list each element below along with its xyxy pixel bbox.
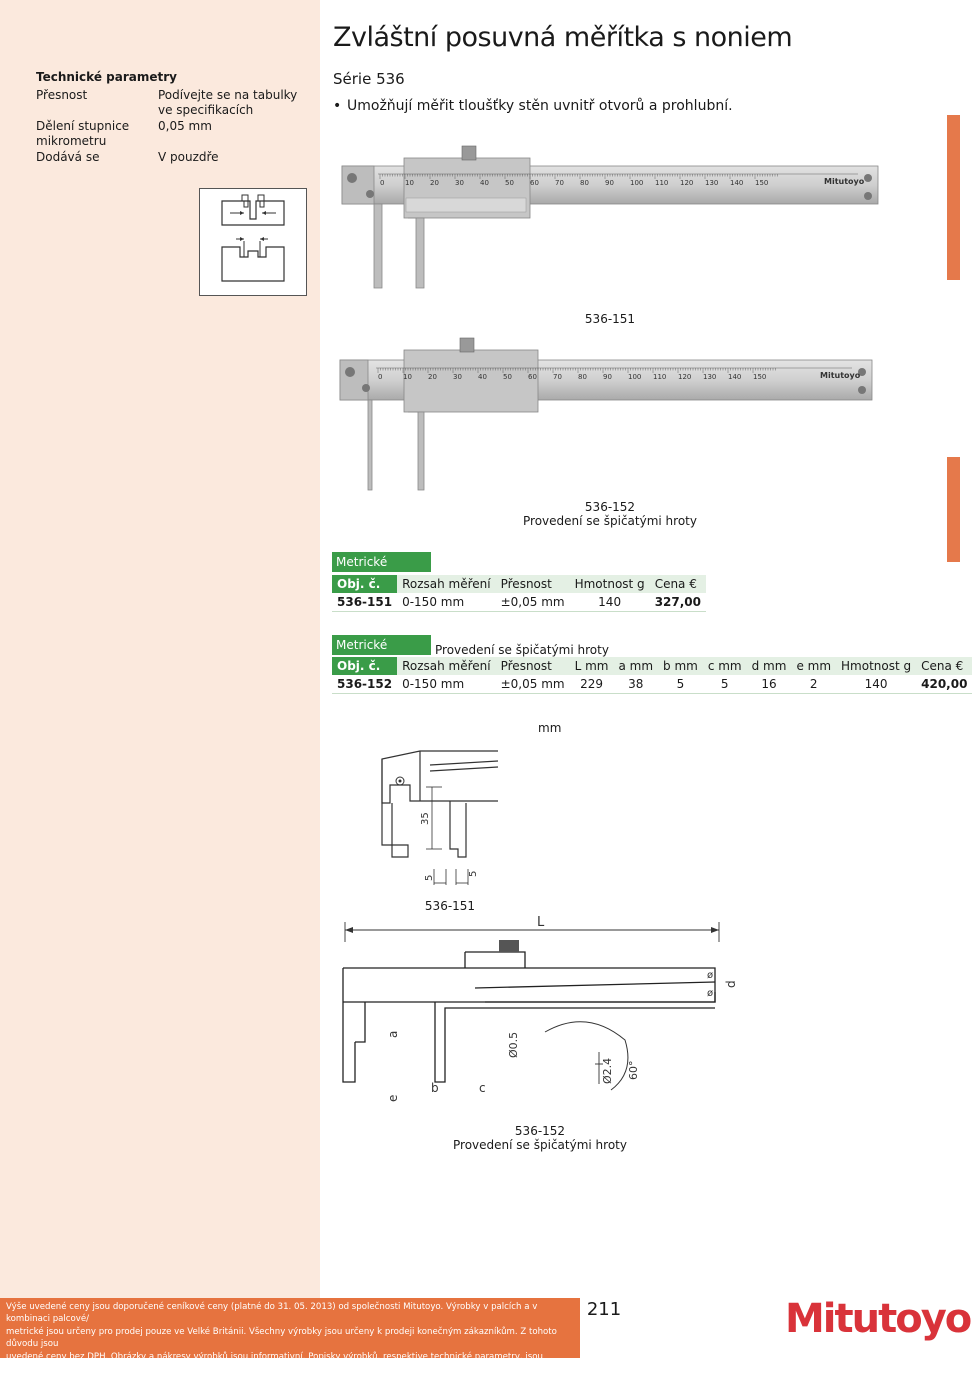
diagram2-caption xyxy=(440,1124,640,1152)
scale-number: 10 xyxy=(405,179,414,187)
tech-params-heading: Technické parametry xyxy=(36,70,177,84)
dimension-diagram-536-151 xyxy=(370,745,505,895)
scale-number: 130 xyxy=(703,373,717,381)
diagram-unit-label: mm xyxy=(538,721,562,735)
col-header: Cena € xyxy=(650,575,706,593)
dim-d-label: d xyxy=(724,980,738,988)
cell: ±0,05 mm xyxy=(496,675,570,694)
footer-line: Výše uvedené ceny jsou doporučené ceníkové ceny (platné do 31. 05. 2013) od společnosti Mitutoyo. Výrobky v palcích a v kombinaci palcové/ xyxy=(6,1302,538,1325)
dim-L-label: L xyxy=(537,915,545,930)
scale-number: 30 xyxy=(455,179,464,187)
scale-number: 90 xyxy=(605,179,614,187)
cell: 16 xyxy=(747,675,792,694)
cell: 5 xyxy=(703,675,747,694)
cell: 140 xyxy=(570,593,650,612)
scale-number: 40 xyxy=(478,373,487,381)
footer-disclaimer xyxy=(0,1298,580,1387)
scale-number: 120 xyxy=(678,373,692,381)
scale-number: 130 xyxy=(705,179,719,187)
side-tab xyxy=(947,457,960,562)
cell: 38 xyxy=(613,675,658,694)
svg-text:ø: ø xyxy=(707,988,714,999)
metric-tag: Metrické xyxy=(332,552,431,572)
table-row xyxy=(332,675,972,694)
tech-params xyxy=(36,70,306,166)
scale-number: 50 xyxy=(503,373,512,381)
scale-number: 50 xyxy=(505,179,514,187)
scale-number: 0 xyxy=(380,179,385,187)
scale-number: 80 xyxy=(580,179,589,187)
col-header: Přesnost xyxy=(496,657,570,675)
param-label: Přesnost xyxy=(36,88,88,102)
cell: 2 xyxy=(791,675,836,694)
photo2-caption xyxy=(500,500,720,528)
footer-line: uvedené ceny bez DPH. Obrázky a nákresy výrobků jsou informativní. Popisky výrobků, respektive technické parametry, jsou závazné pouze xyxy=(6,1351,543,1375)
jaw-sketch-svg xyxy=(200,189,306,295)
scale-number: 110 xyxy=(655,179,669,187)
page-title: Zvláštní posuvná měřítka s noniem xyxy=(333,22,793,53)
col-header: b mm xyxy=(658,657,703,675)
diagram1-caption: 536-151 xyxy=(424,899,476,913)
dim-c-label: c xyxy=(479,1081,486,1095)
param-row xyxy=(36,88,306,118)
col-header: Obj. č. xyxy=(332,575,397,593)
scale-number: 60 xyxy=(530,179,539,187)
col-header: c mm xyxy=(703,657,747,675)
series-label: Série 536 xyxy=(333,70,405,88)
svg-text:ø: ø xyxy=(707,970,714,981)
photo2-caption-variant: Provedení se špičatými hroty xyxy=(523,514,697,528)
caliper-brand: Mitutoyo xyxy=(824,177,865,186)
scale-number: 100 xyxy=(630,179,644,187)
metric-tag: Metrické xyxy=(332,635,431,655)
dim-b-label: b xyxy=(431,1081,439,1095)
side-tab xyxy=(947,115,960,280)
col-header: Cena € xyxy=(916,657,972,675)
scale-number: 30 xyxy=(453,373,462,381)
table-row xyxy=(332,593,706,612)
footer-line: metrické jsou určeny pro prodej pouze ve Velké Británii. Všechny výrobky jsou určeny k prodeji konečným zákazníkům. Z tohoto důvodu jsou xyxy=(6,1326,557,1350)
cell: 140 xyxy=(836,675,916,694)
dim-a-label: a xyxy=(386,1030,400,1038)
scale-number: 150 xyxy=(753,373,767,381)
scale-number: 70 xyxy=(553,373,562,381)
cell: 0-150 mm xyxy=(397,675,496,694)
dim-angle-label: 60° xyxy=(627,1060,640,1080)
col-header: Rozsah měření xyxy=(397,657,496,675)
col-header: Přesnost xyxy=(496,575,570,593)
scale-number: 20 xyxy=(430,179,439,187)
dim-tip-label: Ø0.5 xyxy=(507,1031,520,1058)
cell: ±0,05 mm xyxy=(496,593,570,612)
scale-number: 80 xyxy=(578,373,587,381)
param-label: Dělení stupnice mikrometru xyxy=(36,119,130,148)
col-header: e mm xyxy=(791,657,836,675)
col-header: Obj. č. xyxy=(332,657,397,675)
caliper-brand: Mitutoyo xyxy=(820,371,861,380)
scale-number: 100 xyxy=(628,373,642,381)
variant-note: Provedení se špičatými hroty xyxy=(435,643,609,657)
param-row xyxy=(36,119,306,149)
dim-dia-label: Ø2.4 xyxy=(601,1057,614,1084)
scale-number: 90 xyxy=(603,373,612,381)
dimension-diagram-536-152 xyxy=(335,912,755,1122)
diagram2-caption-model: 536-152 xyxy=(514,1124,566,1138)
col-header: Hmotnost g xyxy=(836,657,916,675)
col-header: Hmotnost g xyxy=(570,575,650,593)
dim-height-label: 35 xyxy=(420,812,431,825)
col-header: L mm xyxy=(570,657,614,675)
caliper-photo-536-151 xyxy=(338,138,883,303)
dim-e-label: e xyxy=(386,1094,400,1102)
table-header-row xyxy=(332,575,706,593)
diagram2-caption-variant: Provedení se špičatými hroty xyxy=(453,1138,627,1152)
page-number: 211 xyxy=(586,1299,622,1320)
footer-note: * Pro více informací o termínu dodání kontaktujte společnost Mitutoyo. xyxy=(180,1376,446,1386)
param-value: 0,05 mm xyxy=(158,119,212,133)
scale-number: 110 xyxy=(653,373,667,381)
caliper-photo-536-152 xyxy=(332,332,882,497)
param-value: V pouzdře xyxy=(158,150,219,164)
spec-table-536-152 xyxy=(332,657,972,694)
dim-left-label: 5 xyxy=(424,874,435,881)
scale-number: 140 xyxy=(728,373,742,381)
cell: 536-152 xyxy=(332,675,397,694)
table-header-row xyxy=(332,657,972,675)
scale-number: 20 xyxy=(428,373,437,381)
scale-number: 0 xyxy=(378,373,383,381)
price-cell: 420,00 xyxy=(916,675,972,694)
scale-number: 60 xyxy=(528,373,537,381)
dim-right-label: 5 xyxy=(468,870,479,877)
photo1-caption: 536-151 xyxy=(584,312,636,326)
param-label: Dodává se xyxy=(36,150,100,164)
price-cell: 327,00 xyxy=(650,593,706,612)
col-header: d mm xyxy=(747,657,792,675)
mitutoyo-logo: Mitutoyo xyxy=(785,1296,971,1342)
spec-table-536-151 xyxy=(332,575,706,612)
scale-number: 40 xyxy=(480,179,489,187)
scale-number: 120 xyxy=(680,179,694,187)
scale-number: 10 xyxy=(403,373,412,381)
bullet-dot-icon: • xyxy=(333,98,342,114)
param-row xyxy=(36,150,306,165)
cell: 0-150 mm xyxy=(397,593,496,612)
scale-number: 150 xyxy=(755,179,769,187)
photo2-caption-model: 536-152 xyxy=(584,500,636,514)
param-value: Podívejte se na tabulky ve specifikacích xyxy=(158,88,298,117)
scale-number: 70 xyxy=(555,179,564,187)
feature-text: Umožňují měřit tloušťky stěn uvnitř otvorů a prohlubní. xyxy=(347,98,733,114)
footer-line: tehdy, pokud jsou vzájemně dohodnuty. * Pro více informací o termínu dodání kontaktujte společnost Mitutoyo. xyxy=(6,1376,446,1387)
col-header: a mm xyxy=(613,657,658,675)
feature-bullet xyxy=(333,98,733,114)
jaw-sketch-diagram xyxy=(199,188,307,296)
cell: 5 xyxy=(658,675,703,694)
col-header: Rozsah měření xyxy=(397,575,496,593)
scale-number: 140 xyxy=(730,179,744,187)
cell: 229 xyxy=(570,675,614,694)
cell: 536-151 xyxy=(332,593,397,612)
